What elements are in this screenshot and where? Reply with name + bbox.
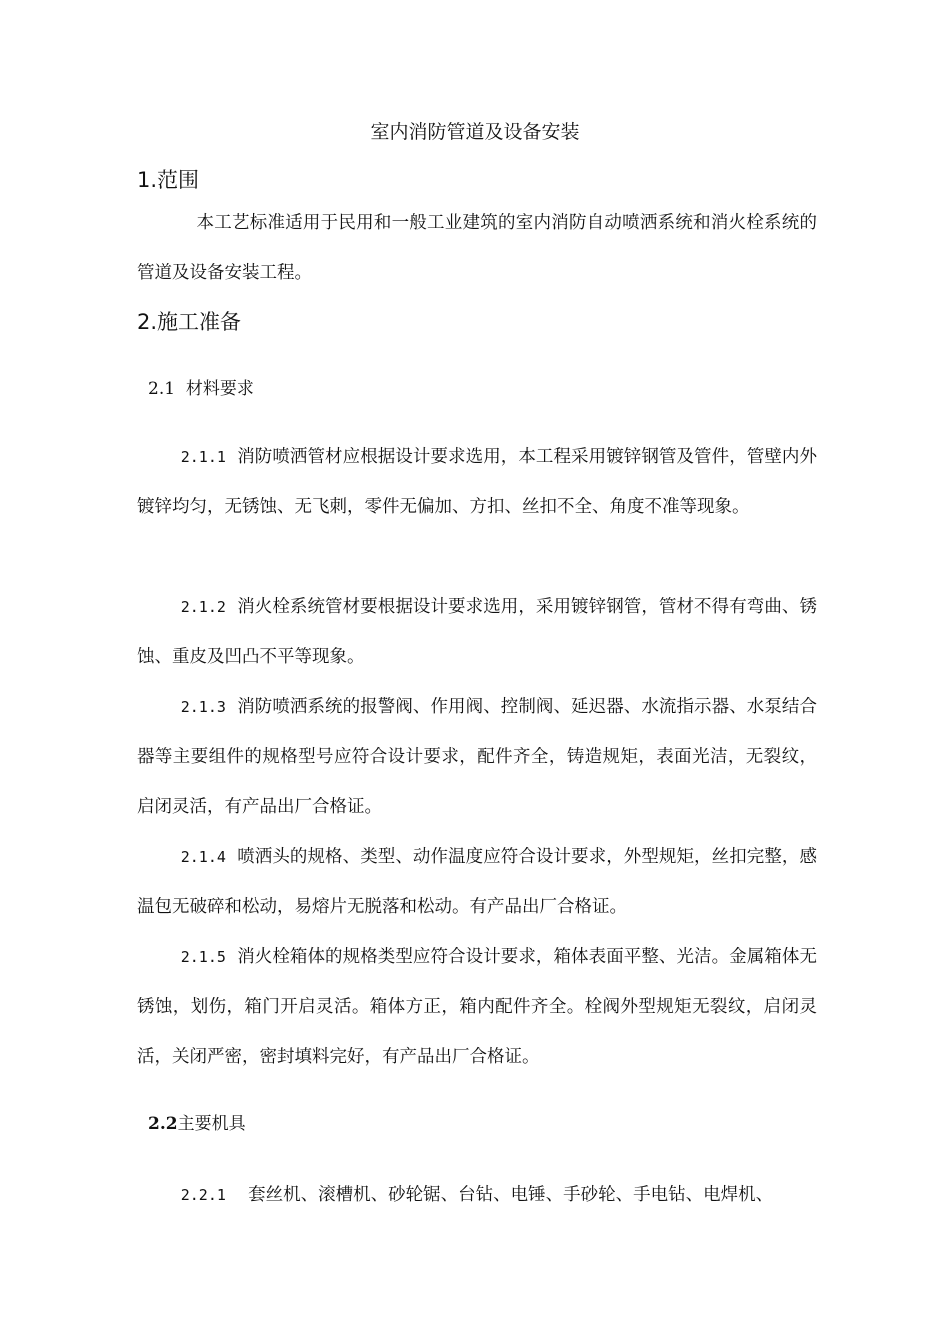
item-2-1-1 bbox=[137, 432, 817, 532]
section-heading-preparation: 2.施工准备 bbox=[137, 310, 242, 334]
intro-paragraph: 本工艺标准适用于民用和一般工业建筑的室内消防自动喷洒系统和消火栓系统的管道及设备安装工程。 bbox=[137, 213, 817, 283]
item-number: 2.1.4 bbox=[180, 848, 226, 866]
item-text: 消火栓箱体的规格类型应符合设计要求，箱体表面平整、光洁。金属箱体无锈蚀，划伤，箱门开启灵活。箱体方正，箱内配件齐全。栓阀外型规矩无裂纹，启闭灵活，关闭严密，密封填料完好，有产品出厂合格证。 bbox=[137, 947, 817, 1067]
subsection-heading-materials bbox=[148, 377, 254, 401]
item-2-1-2 bbox=[137, 582, 817, 682]
subsection-title: 材料要求 bbox=[185, 379, 254, 399]
subsection-number: 2.2 bbox=[148, 1114, 178, 1134]
item-2-2-1 bbox=[137, 1170, 817, 1220]
section-heading-scope: 1.范围 bbox=[137, 168, 200, 192]
item-number: 2.1.2 bbox=[180, 598, 226, 616]
item-text: 消防喷洒管材应根据设计要求选用，本工程采用镀锌钢管及管件，管壁内外镀锌均匀，无锈蚀、无飞刺，零件无偏加、方扣、丝扣不全、角度不准等现象。 bbox=[137, 447, 817, 517]
item-number: 2.1.3 bbox=[180, 698, 226, 716]
document-title: 室内消防管道及设备安装 bbox=[370, 121, 580, 143]
item-text: 套丝机、滚槽机、砂轮锯、台钻、电锤、手砂轮、手电钻、电焊机、 bbox=[248, 1185, 774, 1205]
subsection-heading-tools bbox=[148, 1112, 246, 1136]
subsection-number: 2.1 bbox=[148, 379, 176, 399]
item-2-1-4 bbox=[137, 832, 817, 932]
item-text: 消火栓系统管材要根据设计要求选用，采用镀锌钢管，管材不得有弯曲、锈蚀、重皮及凹凸不平等现象。 bbox=[137, 597, 817, 667]
item-text: 喷洒头的规格、类型、动作温度应符合设计要求，外型规矩，丝扣完整，感温包无破碎和松动，易熔片无脱落和松动。有产品出厂合格证。 bbox=[137, 847, 817, 917]
item-number: 2.2.1 bbox=[180, 1186, 226, 1204]
item-number: 2.1.5 bbox=[180, 948, 226, 966]
subsection-title: 主要机具 bbox=[177, 1114, 246, 1134]
item-text: 消防喷洒系统的报警阀、作用阀、控制阀、延迟器、水流指示器、水泵结合器等主要组件的规格型号应符合设计要求，配件齐全，铸造规矩，表面光洁，无裂纹，启闭灵活，有产品出厂合格证。 bbox=[137, 697, 817, 817]
item-number: 2.1.1 bbox=[180, 448, 226, 466]
item-2-1-3 bbox=[137, 682, 817, 832]
item-2-1-5 bbox=[137, 932, 817, 1082]
